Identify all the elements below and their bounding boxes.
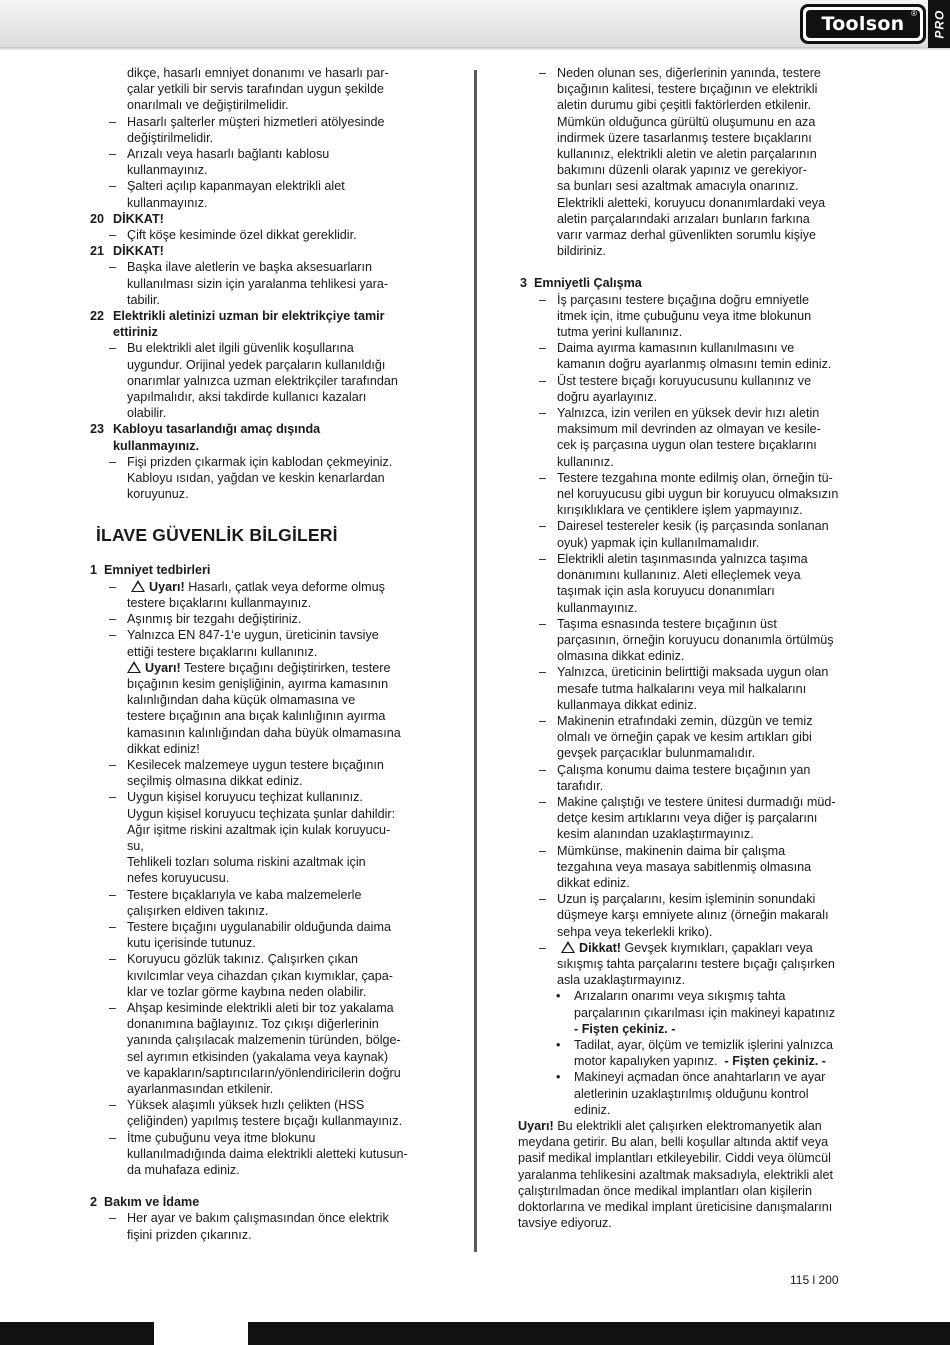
text-line: çalıştırılmadan önce medikal implantları olan kişilerin [518, 1183, 812, 1198]
logo-registered-mark: ® [911, 9, 917, 18]
dash-marker: – [539, 762, 547, 777]
text-line: varır varmaz derhal güvenlikten sorumlu kişiye [557, 228, 816, 243]
footer-gap [154, 1322, 248, 1345]
page-number: 115 l 200 [790, 1273, 839, 1287]
dash-marker: – [539, 373, 547, 388]
list-item [518, 762, 870, 778]
text-line: Arızalı veya hasarlı bağlantı kablosu [127, 147, 330, 162]
text-line: olmalı ve örneğin çapak ve kesim artıkları gibi [557, 730, 812, 745]
list-item [518, 405, 870, 421]
text-line: yaralanma tehlikesini azaltmak maksadıyla, elektrikli alet [518, 1167, 833, 1182]
list-item [88, 611, 440, 627]
text-line: kamasının kalınlığından daha büyük olmamasına [127, 725, 401, 740]
warning-paragraph [518, 1118, 870, 1134]
text-line: Mümkünse, makinenin daima bir çalışma [557, 843, 786, 858]
list-item [518, 940, 870, 956]
section-number: 3 [520, 276, 528, 291]
text-line: Uzun iş parçalarını, kesim işleminin sonundaki [557, 892, 816, 907]
dash-marker: – [539, 665, 547, 680]
text-line: Yalnızca EN 847-1‘e uygun, üreticinin tavsiye [127, 628, 379, 643]
list-item [88, 887, 440, 903]
list-item [518, 373, 870, 389]
dash-marker: – [109, 1000, 117, 1015]
text-line: sıkışmış tahta parçalarını testere bıçağı çalışırken [557, 956, 835, 971]
dash-marker: – [109, 341, 117, 356]
text-line: Yalnızca, izin verilen en yüksek devir hızı aletin [557, 406, 820, 421]
section-title: Elektrikli aletinizi uzman bir elektrikçiye tamir [113, 309, 385, 324]
logo-plate [806, 10, 920, 38]
section-number: 1 [90, 563, 98, 578]
text-line: klar ve tozlar görme kaybına neden olabilir. [127, 984, 367, 999]
text-line: itmek için, itme çubuğunu veya itme blokunun [557, 308, 812, 323]
text-line: Her ayar ve bakım çalışmasından önce elektrik [127, 1211, 389, 1226]
text-line: yanında çalışılacak malzemenin türünden, bölge- [127, 1033, 401, 1048]
right-column [518, 65, 870, 1231]
text-line: pasif medikal implantları etkileyebilir. Ciddi veya ölümcül [518, 1151, 831, 1166]
section-title-cont: ettiriniz [113, 325, 158, 340]
list-item [88, 114, 440, 130]
dash-marker: – [539, 713, 547, 728]
bullet-item [518, 1037, 870, 1053]
section-heading-20 [88, 211, 440, 227]
list-item [88, 789, 440, 805]
text-line: fişini prizden çıkarınız. [127, 1227, 252, 1242]
footer-bar [0, 1322, 950, 1345]
text-line: Şalteri açılıp kapanmayan elektrikli alet [127, 179, 345, 194]
left-column [88, 65, 440, 1243]
text-line: kamanın doğru ayarlanmış olmasını temin ediniz. [557, 357, 832, 372]
list-item [88, 178, 440, 194]
warning-triangle-icon [131, 580, 145, 592]
list-item [518, 794, 870, 810]
logo-text: Toolson [821, 12, 905, 35]
text-line: kullanmaya dikkat ediniz. [557, 697, 698, 712]
text-line: İş parçasını testere bıçağına doğru emniyetle [557, 292, 810, 307]
spacer [518, 259, 870, 275]
dash-marker: – [109, 757, 117, 772]
section-title: DİKKAT! [113, 211, 164, 226]
text-line: tezgahına veya masaya sabitlenmiş olmasına [557, 859, 812, 874]
dash-marker: – [539, 292, 547, 307]
text-line: Taşıma esnasında testere bıçağının üst [557, 616, 777, 631]
text-line: Koruyucu gözlük takınız. Çalışırken çıkan [127, 952, 358, 967]
text-line: Hasarlı şalterler müşteri hizmetleri atölyesinde [127, 114, 385, 129]
text-line: kullanılması sizin için yaralanma tehlikesi yara- [127, 276, 389, 291]
text-line: dikkat ediniz! [127, 741, 200, 756]
section-title: DİKKAT! [113, 244, 164, 259]
text-line: sel ayrımın etkisinden (yakalama veya kaynak) [127, 1049, 389, 1064]
list-item [518, 518, 870, 534]
text-line: Testere tezgahına monte edilmiş olan, örneğin tü- [557, 470, 833, 485]
text-line: kullanmayınız. [127, 163, 208, 178]
text-line: kalınlığından daha küçük olmamasına ve [127, 693, 356, 708]
spacer [88, 546, 440, 562]
list-item [88, 1097, 440, 1113]
pro-tab [928, 0, 950, 48]
dash-marker: – [539, 66, 547, 80]
text-line: ayarlanmasından etkilenir. [127, 1081, 274, 1096]
text-line: onarımlar yalnızca uzman elektrikçiler tarafından [127, 373, 398, 388]
warning-label: Dikkat! [579, 940, 621, 955]
text-line: oyuk) yapmak için kullanılmamalıdır. [557, 535, 760, 550]
text-line: nel koruyucusu gibi uygun bir koruyucu olmaksızın [557, 487, 839, 502]
list-item [88, 259, 440, 275]
section-heading-21 [88, 243, 440, 259]
text-line: onarılmalı ve değiştirilmelidir. [127, 98, 289, 113]
section-title: Emniyet tedbirleri [104, 563, 211, 578]
text-line: Kabloyu ısıdan, yağdan ve keskin kenarlardan [127, 471, 385, 486]
warning-line [88, 660, 440, 676]
text-line: Başka ilave aletlerin ve başka aksesuarların [127, 260, 373, 275]
section-heading-2 [88, 1194, 440, 1210]
text-line: indirmek üzere tasarlanmış testere bıçaklarını [557, 130, 812, 145]
text-line: Elektrikli aletin taşınmasında yalnızca taşıma [557, 551, 808, 566]
header-shadow [0, 48, 950, 51]
text-line: Gevşek kıymıkları, çapakları veya [624, 940, 813, 955]
list-item [518, 664, 870, 680]
text-line: detçe kesim artıklarını veya diğer iş parçalarını [557, 811, 818, 826]
list-item [518, 843, 870, 859]
text-line: dikçe, hasarlı emniyet donanımı ve hasarlı par- [127, 66, 389, 80]
list-item [518, 292, 870, 308]
text-line: Yalnızca, üreticinin belirttiği maksada uygun olan [557, 665, 829, 680]
column-divider [474, 70, 477, 1252]
dash-marker: – [539, 406, 547, 421]
dash-marker: – [109, 1130, 117, 1145]
text-line: aletin parçalarındaki arızaları bunların farkına [557, 211, 810, 226]
text-line: ediniz. [574, 1102, 611, 1117]
text-line: Daima ayırma kamasının kullanılmasını ve [557, 341, 795, 356]
list-item [518, 713, 870, 729]
bullet-item [518, 988, 870, 1004]
section-number: 22 [90, 309, 105, 324]
text-line: meydana getirir. Bu alan, belli koşullar altında aktif veya [518, 1135, 829, 1150]
list-item [518, 891, 870, 907]
text-line: Makine çalıştığı ve testere ünitesi durmadığı müd- [557, 794, 836, 809]
dash-marker: – [539, 551, 547, 566]
text-line: asla uzaklaştırmayınız. [557, 973, 686, 988]
text-line: Üst testere bıçağı koruyucusunu kullanınız ve [557, 373, 812, 388]
text-line: nefes koruyucusu. [127, 871, 230, 886]
text-line: Çalışma konumu daima testere bıçağının yan [557, 762, 811, 777]
text-line: cek iş parçasına uygun olan testere bıçaklarını [557, 438, 817, 453]
text-line: Bu elektrikli alet çalışırken elektromanyetik alan [557, 1119, 822, 1133]
text-line: Makinenin etrafındaki zemin, düzgün ve temiz [557, 713, 813, 728]
list-item [88, 1130, 440, 1146]
warning-triangle-icon [561, 941, 575, 953]
text-line: kullanmayınız. [557, 600, 638, 615]
text-line: donanımını kullanınız. Aleti elleçlemek veya [557, 568, 801, 583]
text-line: Makineyi açmadan önce anahtarların ve ayar [574, 1070, 826, 1085]
dash-marker: – [539, 794, 547, 809]
text-line: Neden olunan ses, diğerlerinin yanında, testere [557, 66, 821, 80]
dash-marker: – [109, 952, 117, 967]
text-line: doktorlarına ve medikal implant üreticisine danışmalarını [518, 1200, 833, 1215]
text-line: kullanılmadığında daima elektrikli aletteki kutusun- [127, 1146, 408, 1161]
dash-marker: – [109, 179, 117, 194]
list-item [88, 919, 440, 935]
list-item [518, 470, 870, 486]
text-line: donanımına bağlayınız. Toz çıkışı diğerlerinin [127, 1017, 379, 1032]
section-title: Bakım ve İdame [104, 1195, 200, 1210]
list-item [518, 551, 870, 567]
text-line: Aşınmış bir tezgahı değiştiriniz. [127, 612, 302, 627]
list-item [88, 146, 440, 162]
text-line: gevşek parçacıklar bulunmamalıdır. [557, 746, 756, 761]
list-item [88, 579, 440, 595]
bullet-marker: • [556, 1070, 561, 1085]
text-line: testere bıçaklarını kullanmayınız. [127, 595, 312, 610]
text-line: Testere bıçağını değiştirirken, testere [183, 660, 391, 675]
bullet-marker: • [556, 1037, 561, 1052]
text-line: seçilmiş olmasına dikkat ediniz. [127, 774, 303, 789]
text-line: motor kapalıyken yapınız. [574, 1054, 718, 1069]
warning-triangle-icon [127, 661, 141, 673]
text-line: Hasarlı, çatlak veya deforme olmuş [188, 579, 385, 594]
text-line: Kesilecek malzemeye uygun testere bıçağının [127, 757, 384, 772]
text-line: Testere bıçağını uygulanabilir olduğunda daima [127, 919, 391, 934]
text-line: Tadilat, ayar, ölçüm ve temizlik işlerini yalnızca [574, 1037, 833, 1052]
dash-marker: – [109, 147, 117, 162]
text-line: Elektrikli aletteki, koruyucu donanımlardaki veya [557, 195, 826, 210]
text-line: bıçağının kalitesi, testere bıçağının ve elektrikli [557, 82, 818, 97]
text-line: Bu elektrikli alet ilgili güvenlik koşullarına [127, 341, 354, 356]
section-number: 20 [90, 211, 105, 226]
warning-label: Uyarı! [518, 1119, 554, 1133]
text-line: Uygun kişisel koruyucu teçhizata şunlar dahildir: [127, 806, 396, 821]
text-line: bildiriniz. [557, 244, 606, 259]
bullet-marker: • [556, 989, 561, 1004]
list-item [88, 1000, 440, 1016]
text-line: kutu içerisinde tutunuz. [127, 936, 256, 951]
text-line: testere bıçağının ana bıçak kalınlığının ayırma [127, 709, 386, 724]
dash-marker: – [109, 887, 117, 902]
text-line: ve kapakların/saptırıcıların/yönlendiricilerin doğru [127, 1065, 401, 1080]
text-line: kullanınız, elektrikli aletin ve aletin parçalarının [557, 147, 817, 162]
warning-label: Uyarı! [145, 660, 181, 675]
text-line: Uygun kişisel koruyucu teçhizat kullanınız. [127, 790, 363, 805]
dash-marker: – [109, 628, 117, 643]
text-line: çalışırken eldiven takınız. [127, 903, 269, 918]
dash-marker: – [539, 470, 547, 485]
list-item [88, 340, 440, 356]
list-item [88, 627, 440, 643]
text-line: Fişi prizden çıkarmak için kablodan çekmeyiniz. [127, 454, 393, 469]
text-line: da muhafaza ediniz. [127, 1163, 240, 1177]
section-heading-1 [88, 562, 440, 578]
dash-marker: – [109, 579, 117, 594]
text-line: olabilir. [127, 406, 167, 421]
text-line: Mümkün olduğunca gürültü oluşumunu en aza [557, 114, 816, 129]
toolson-logo [800, 4, 926, 44]
dash-marker: – [109, 228, 117, 243]
text-line: İtme çubuğunu veya itme blokunu [127, 1130, 316, 1145]
text-line: bıçağının kesim genişliğinin, ayırma kamasının [127, 676, 389, 691]
section-number: 23 [90, 422, 105, 437]
dash-marker: – [109, 612, 117, 627]
bullet-item [518, 1069, 870, 1085]
spacer [88, 1178, 440, 1194]
list-item [88, 454, 440, 470]
dash-marker: – [109, 1211, 117, 1226]
dash-marker: – [109, 454, 117, 469]
text-line: kullanınız. [557, 454, 614, 469]
section-heading-22 [88, 308, 440, 324]
text-line: ettiği testere bıçaklarını kullanınız. [127, 644, 318, 659]
section-title-cont: kullanmayınız. [113, 438, 200, 453]
dash-marker: – [109, 260, 117, 275]
dash-marker: – [109, 790, 117, 805]
text-line: kırışıklıklara ve çentiklere işlem yapmayınız. [557, 503, 803, 518]
list-item [88, 757, 440, 773]
text-line: mesafe tutma halkalarını veya mil halkalarını [557, 681, 807, 696]
dash-marker: – [539, 519, 547, 534]
text-line: yapılmalıdır, aksi takdirde kullanıcı kazaları [127, 390, 367, 405]
text-line: tavsiye ediyoruz. [518, 1216, 612, 1231]
text-line: Dairesel testereler kesik (iş parçasında sonlanan [557, 519, 829, 534]
list-item [518, 616, 870, 632]
text-line: Tehlikeli tozları soluma riskini azaltmak için [127, 855, 366, 870]
text-line: olmasına dikkat ediniz. [557, 649, 685, 664]
main-heading: İLAVE GÜVENLİK BİLGİLERİ [96, 525, 338, 546]
text-line: değiştirilmelidir. [127, 130, 214, 145]
list-item [88, 1210, 440, 1226]
text-line: Ahşap kesiminde elektrikli aleti bir toz yakalama [127, 1000, 394, 1015]
text-line: kullanmayınız. [127, 195, 208, 210]
text-line-bold: - Fişten çekiniz. - [724, 1054, 826, 1069]
text-line: düşmeye karşı emniyete alınız (örneğin makaralı [557, 908, 829, 923]
text-line: maksimum mil devrinden az olmayan ve kesile- [557, 422, 821, 437]
dash-marker: – [539, 341, 547, 356]
section-title: Kabloyu tasarlandığı amaç dışında [113, 422, 321, 437]
text-line: parçalarının çıkarılması için makineyi kapatınız [574, 1005, 836, 1020]
dash-marker: – [539, 892, 547, 907]
section-title: Emniyetli Çalışma [534, 276, 642, 291]
pro-label: PRO [931, 9, 946, 39]
section-number: 2 [90, 1195, 98, 1210]
text-line: doğru ayarlayınız. [557, 389, 658, 404]
text-line: koruyunuz. [127, 487, 189, 502]
dash-marker: – [109, 1098, 117, 1113]
text-line: dikkat ediniz. [557, 875, 630, 890]
text-line: Arızaların onarımı veya sıkışmış tahta [574, 989, 786, 1004]
text-line: Çift köşe kesiminde özel dikkat gereklidir. [127, 228, 357, 243]
dash-marker: – [539, 616, 547, 631]
dash-marker: – [539, 940, 547, 955]
list-item [518, 65, 870, 81]
text-line: aletin durumu gibi çeşitli faktörlerden etkilenir. [557, 98, 812, 113]
text-line: su, [127, 838, 144, 853]
text-line: uygundur. Orijinal yedek parçaların kullanıldığı [127, 357, 386, 372]
text-line: çalar yetkili bir servis tarafından uygun şekilde [127, 82, 384, 97]
dash-marker: – [109, 114, 117, 129]
dash-marker: – [539, 843, 547, 858]
list-item [88, 227, 440, 243]
text-line [518, 1053, 870, 1069]
text-line-bold: - Fişten çekiniz. - [574, 1021, 676, 1036]
text-line: parçasının, örneğin koruyucu donanımla örtülmüş [557, 632, 834, 647]
text-line: sa bunları sesi azaltmak amacıyla onarınız. [557, 179, 799, 194]
text-line: tarafıdır. [557, 778, 604, 793]
text-line: sehpa veya tekerlekli kriko). [557, 924, 713, 939]
text-line: kıvılcımlar veya cihazdan çıkan kıymıklar, çapa- [127, 968, 393, 983]
section-heading-23 [88, 421, 440, 437]
text-line: Ağır işitme riskini azaltmak için kulak koruyucu- [127, 822, 391, 837]
section-heading-3 [518, 275, 870, 291]
dash-marker: – [109, 919, 117, 934]
text-line: tutma yerini kullanınız. [557, 325, 683, 340]
text-line: taşımak için asla koruyucu donanımları [557, 584, 775, 599]
list-item [88, 951, 440, 967]
text-line: Testere bıçaklarıyla ve kaba malzemelerle [127, 887, 362, 902]
list-item [518, 340, 870, 356]
text-line: bakımını düzenli olarak yapınız ve gerekiyor- [557, 163, 807, 178]
warning-label: Uyarı! [149, 579, 185, 594]
text-line: kesim alanından uzaklaştırmayınız. [557, 827, 754, 842]
section-number: 21 [90, 244, 105, 259]
text-line: çeliğinden) yapılmış testere bıçağı kullanmayınız. [127, 1114, 403, 1129]
text-line: aletlerinin uzaklaştırılmış olduğunu kontrol [574, 1086, 809, 1101]
text-line: tabilir. [127, 292, 160, 307]
text-line: Yüksek alaşımlı yüksek hızlı çelikten (HSS [127, 1098, 365, 1113]
